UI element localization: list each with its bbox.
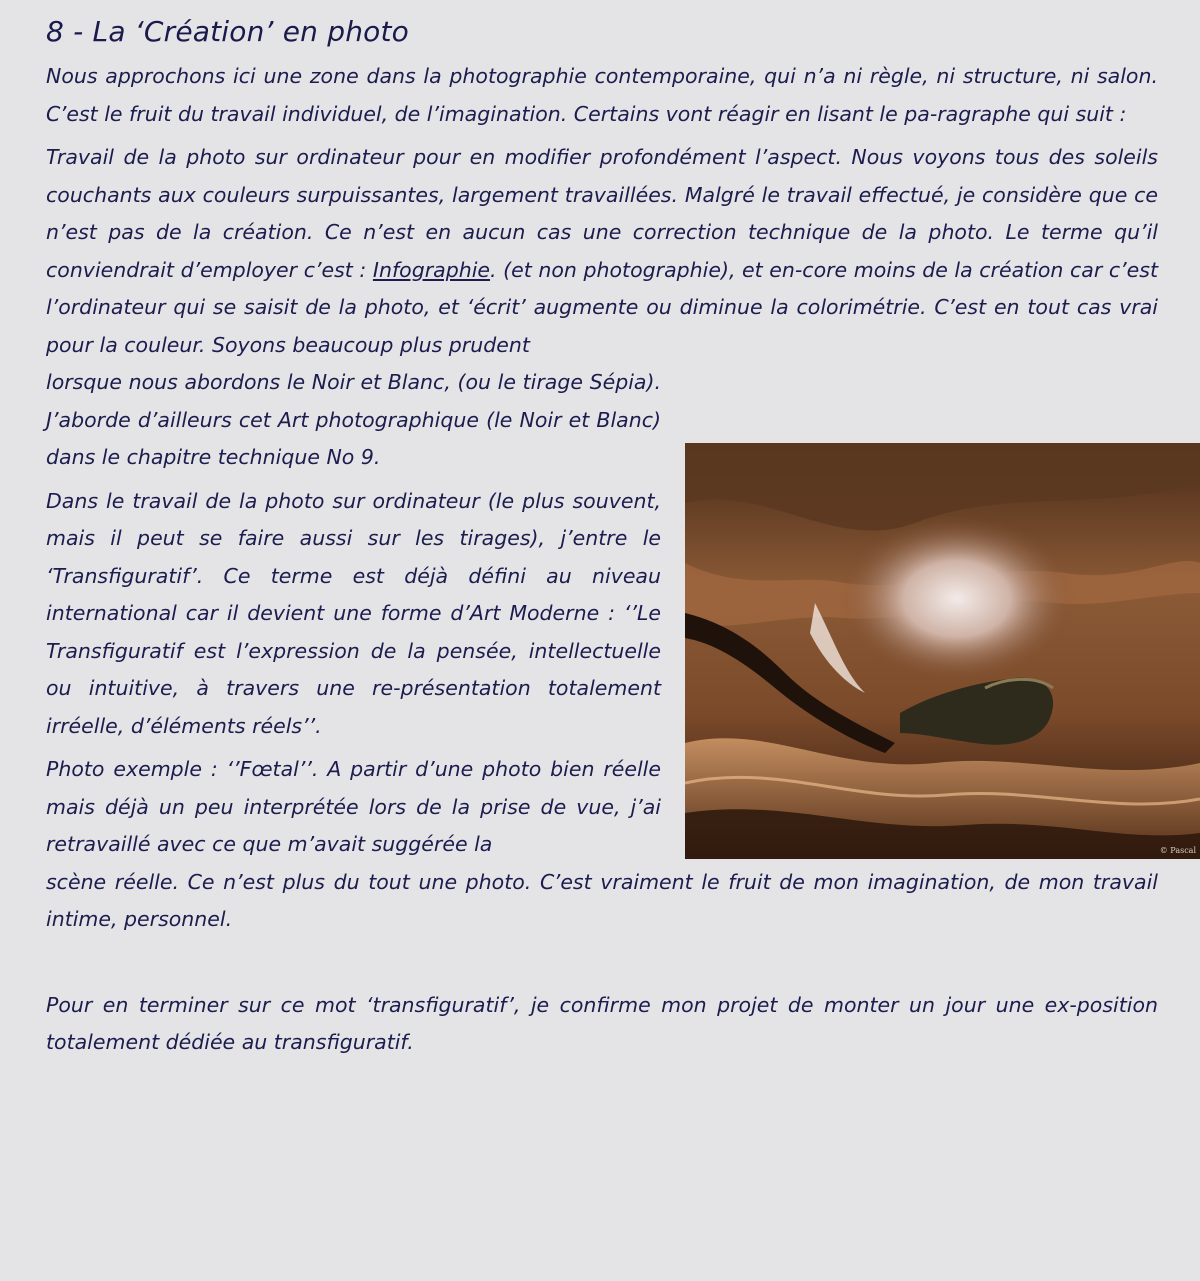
paragraph-infographie-text-b: . (et non photographie), et en-core moins de la création car c’est l’ordinateur qui se saisit de la photo, et ‘écrit’ augmente ou diminue la colorimétrie. C’est en tout cas vrai pour la couleur. Soyons beaucoup plus prudent [46, 257, 1158, 357]
paragraph-infographie-text-a: Travail de la photo sur ordinateur pour en modifier profondément l’aspect. Nous voyons tous des soleils couchants aux couleurs surpuissantes, largement travaillées. Malgré le travail effectué, je considère que ce n’est pas de la création. Ce n’est en aucun cas une correction technique de la photo. Le terme qu’il conviendrait d’employer c’est : [46, 145, 1158, 282]
foetal-photo-image [685, 443, 1200, 859]
foetal-photo [685, 443, 1200, 859]
photo-credit: © Pascal [1159, 846, 1196, 855]
paragraph-intro: Nous approchons ici une zone dans la photographie contemporaine, qui n’a ni règle, ni structure, ni salon. C’est le fruit du travail individuel, de l’imagination. Certains vont réagir en lisant le pa-ragraphe qui suit : [46, 64, 1158, 126]
paragraph-noir-blanc: lorsque nous abordons le Noir et Blanc, (ou le tirage Sépia). J’aborde d’ailleurs cet Art photographique (le Noir et Blanc) dans le chapitre technique No 9. [46, 370, 661, 469]
paragraph-photo-example: Photo exemple : ‘’Fœtal’’. A partir d’une photo bien réelle mais déjà un peu interprétée lors de la prise de vue, j’ai retravaillé avec ce que m’avait suggérée la [46, 757, 661, 856]
infographie-term: Infographie [372, 257, 491, 282]
paragraph-transfiguratif: Dans le travail de la photo sur ordinateur (le plus souvent, mais il peut se faire aussi sur les tirages), j’entre le ‘Transfiguratif’. Ce terme est déjà défini au niveau international car il devient une forme d’Art Moderne : ‘’Le Transfiguratif est l’expression de la pensée, intellectuelle ou intuitive, à travers une re-présentation totalement irréelle, d’éléments réels’’. [46, 488, 661, 738]
paragraph-infographie [46, 139, 1158, 364]
paragraph-photo-example-cont: scène réelle. Ce n’est plus du tout une photo. C’est vraiment le fruit de mon imagination, de mon travail intime, personnel. [46, 869, 1158, 931]
paragraph-conclusion: Pour en terminer sur ce mot ‘transfiguratif’, je confirme mon projet de monter un jour une ex-position totalement dédiée au transfiguratif. [46, 992, 1158, 1054]
section-title: 8 - La ‘Création’ en photo [46, 15, 409, 48]
